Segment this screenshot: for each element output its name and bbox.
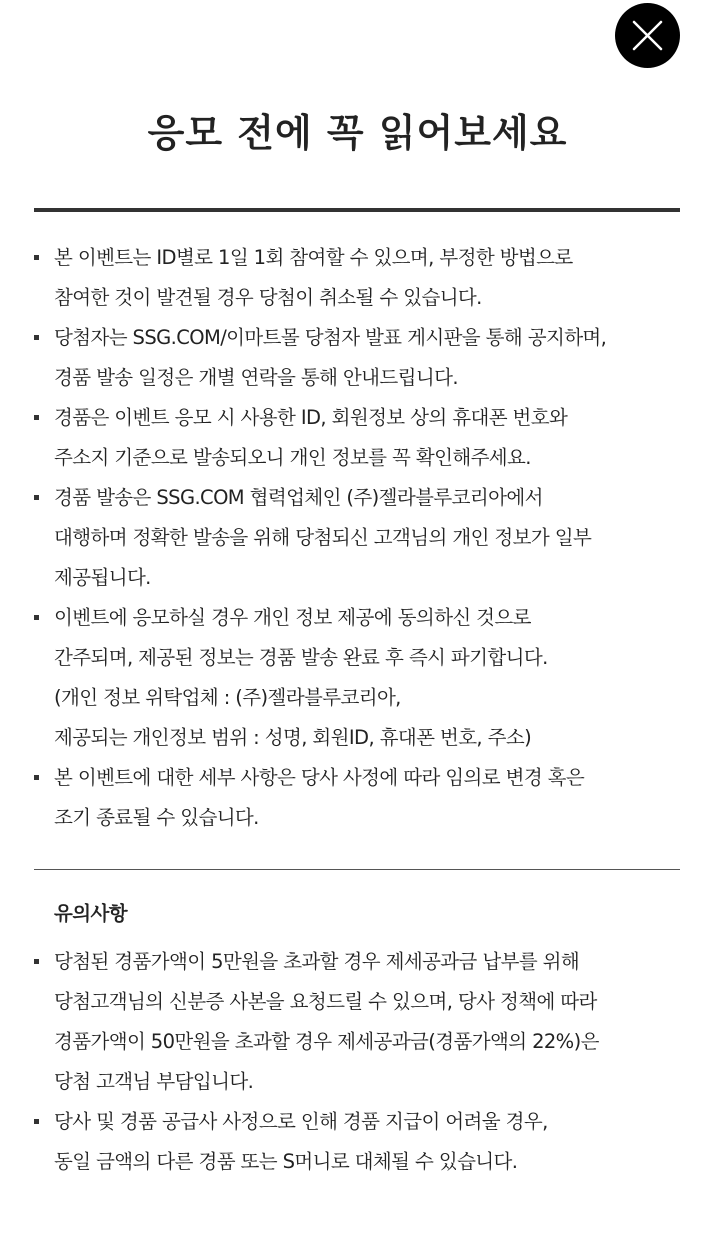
bullet-icon bbox=[34, 959, 39, 964]
notice-text-line: 본 이벤트는 ID별로 1일 1회 참여할 수 있으며, 부정한 방법으로 bbox=[54, 246, 573, 269]
caution-item bbox=[34, 942, 680, 1102]
notice-text-line: 본 이벤트에 대한 세부 사항은 당사 사정에 따라 임의로 변경 혹은 bbox=[54, 766, 585, 789]
notice-item bbox=[34, 598, 680, 758]
bullet-icon bbox=[34, 495, 39, 500]
notice-item bbox=[34, 318, 680, 398]
notice-text-line: 조기 종료될 수 있습니다. bbox=[54, 806, 259, 829]
notice-item bbox=[34, 238, 680, 318]
caution-text-line: 경품가액이 50만원을 초과할 경우 제세공과금(경품가액의 22%)은 bbox=[54, 1030, 599, 1053]
caution-text-line: 동일 금액의 다른 경품 또는 S머니로 대체될 수 있습니다. bbox=[54, 1150, 518, 1173]
notice-item bbox=[34, 398, 680, 478]
notice-text-line: 경품 발송은 SSG.COM 협력업체인 (주)젤라블루코리아에서 bbox=[54, 486, 543, 509]
title-divider bbox=[34, 208, 680, 212]
notice-text-line: 참여한 것이 발견될 경우 당첨이 취소될 수 있습니다. bbox=[54, 286, 482, 309]
bullet-icon bbox=[34, 775, 39, 780]
close-button[interactable] bbox=[615, 3, 680, 68]
notice-text-line: 대행하며 정확한 발송을 위해 당첨되신 고객님의 개인 정보가 일부 bbox=[54, 526, 592, 549]
section-divider bbox=[34, 869, 680, 870]
notice-text-line: 주소지 기준으로 발송되오니 개인 정보를 꼭 확인해주세요. bbox=[54, 446, 531, 469]
bullet-icon bbox=[34, 255, 39, 260]
notice-text-line: 경품은 이벤트 응모 시 사용한 ID, 회원정보 상의 휴대폰 번호와 bbox=[54, 406, 568, 429]
caution-text-line: 당첨고객님의 신분증 사본을 요청드릴 수 있으며, 당사 정책에 따라 bbox=[54, 990, 597, 1013]
caution-heading: 유의사항 bbox=[54, 902, 127, 925]
notice-text-line: 제공됩니다. bbox=[54, 566, 151, 589]
bullet-icon bbox=[34, 615, 39, 620]
page-title: 응모 전에 꼭 읽어보세요 bbox=[147, 111, 568, 155]
bullet-icon bbox=[34, 1119, 39, 1124]
caution-item bbox=[34, 1102, 680, 1182]
notice-text-line: (개인 정보 위탁업체 : (주)젤라블루코리아, bbox=[54, 686, 401, 709]
notice-item bbox=[34, 758, 680, 838]
notice-text-line: 당첨자는 SSG.COM/이마트몰 당첨자 발표 게시판을 통해 공지하며, bbox=[54, 326, 607, 349]
bullet-icon bbox=[34, 335, 39, 340]
caution-text-line: 당사 및 경품 공급사 사정으로 인해 경품 지급이 어려울 경우, bbox=[54, 1110, 548, 1133]
caution-text-line: 당첨된 경품가액이 5만원을 초과할 경우 제세공과금 납부를 위해 bbox=[54, 950, 580, 973]
notice-text-line: 간주되며, 제공된 정보는 경품 발송 완료 후 즉시 파기합니다. bbox=[54, 646, 548, 669]
notice-list bbox=[34, 238, 680, 838]
close-icon bbox=[615, 3, 680, 68]
notice-text-line: 이벤트에 응모하실 경우 개인 정보 제공에 동의하신 것으로 bbox=[54, 606, 531, 629]
notice-item bbox=[34, 478, 680, 598]
bullet-icon bbox=[34, 415, 39, 420]
caution-text-line: 당첨 고객님 부담입니다. bbox=[54, 1070, 254, 1093]
caution-list bbox=[34, 942, 680, 1182]
notice-text-line: 경품 발송 일정은 개별 연락을 통해 안내드립니다. bbox=[54, 366, 458, 389]
notice-text-line: 제공되는 개인정보 범위 : 성명, 회원ID, 휴대폰 번호, 주소) bbox=[54, 726, 532, 749]
